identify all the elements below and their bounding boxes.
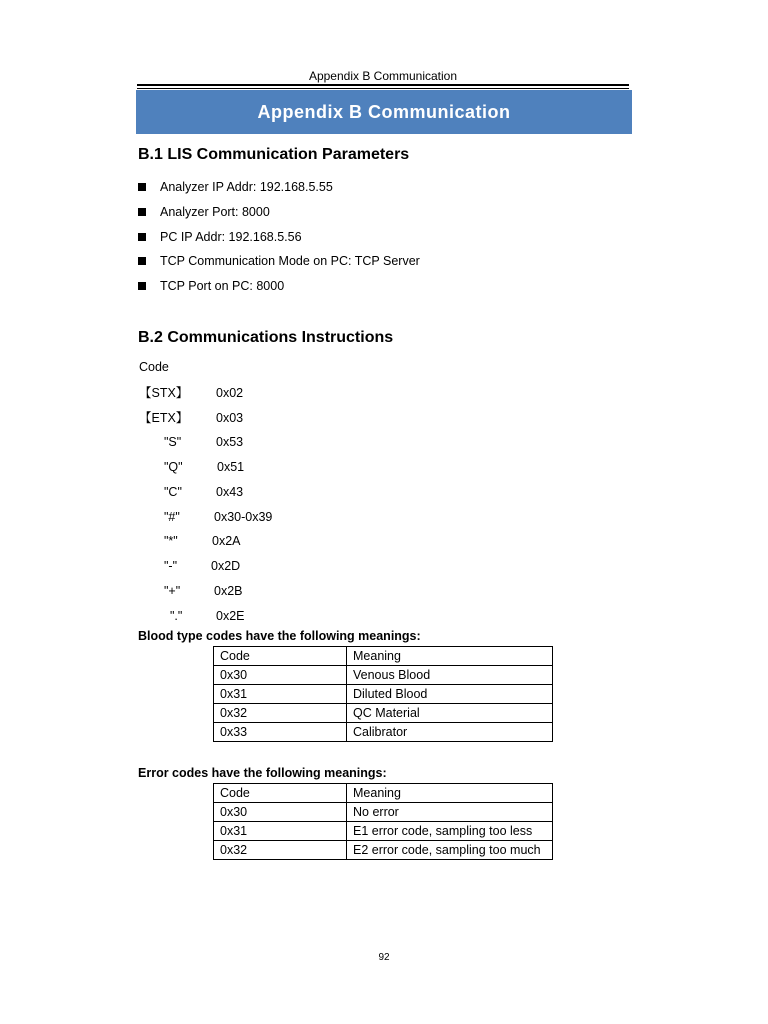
table-cell: E2 error code, sampling too much	[347, 841, 553, 860]
table-row	[214, 666, 553, 685]
table-header-cell: Code	[214, 784, 347, 803]
table-cell: 0x31	[214, 822, 347, 841]
section-b1-heading: B.1 LIS Communication Parameters	[138, 146, 410, 163]
list-item-text: PC IP Addr: 192.168.5.56	[160, 229, 302, 244]
parameter-list	[138, 175, 420, 298]
table-row	[214, 685, 553, 704]
list-item-text: Analyzer Port: 8000	[160, 205, 270, 220]
code-symbol: "-"	[164, 559, 178, 573]
table-cell: 0x30	[214, 666, 347, 685]
list-item-text: Analyzer IP Addr: 192.168.5.55	[160, 180, 333, 195]
code-symbol: 【STX】	[139, 386, 189, 400]
blood-type-table	[213, 646, 553, 742]
table-header-cell: Code	[214, 647, 347, 666]
header-rule	[137, 84, 629, 86]
list-item-text: TCP Port on PC: 8000	[160, 279, 285, 294]
code-symbol: "Q"	[164, 460, 183, 474]
code-value: 0x2D	[211, 559, 241, 573]
page-number: 92	[378, 952, 390, 963]
table-cell: 0x32	[214, 704, 347, 723]
code-value: 0x53	[216, 435, 244, 449]
table-cell: 0x32	[214, 841, 347, 860]
table-row	[214, 723, 553, 742]
square-bullet-icon	[138, 257, 146, 265]
code-symbol: "+"	[164, 584, 181, 598]
code-symbol: "."	[170, 609, 183, 623]
code-value: 0x43	[216, 485, 244, 499]
running-header: Appendix B Communication	[308, 69, 458, 83]
list-item	[138, 200, 420, 225]
table-cell: 0x30	[214, 803, 347, 822]
code-value: 0x51	[217, 460, 245, 474]
code-value: 0x02	[216, 386, 244, 400]
table-row	[214, 822, 553, 841]
appendix-title: Appendix B Communication	[257, 101, 511, 122]
table-row	[214, 704, 553, 723]
list-item	[138, 175, 420, 200]
list-item	[138, 274, 420, 299]
code-value: 0x2E	[216, 609, 245, 623]
list-item-text: TCP Communication Mode on PC: TCP Server	[160, 254, 420, 269]
code-label: Code	[139, 360, 169, 374]
table-cell: Diluted Blood	[347, 685, 553, 704]
code-symbol: "S"	[164, 435, 182, 449]
table-header-cell: Meaning	[347, 647, 553, 666]
table-cell: Venous Blood	[347, 666, 553, 685]
table-header-row	[214, 647, 553, 666]
error-codes-caption: Error codes have the following meanings:	[138, 766, 387, 780]
square-bullet-icon	[138, 233, 146, 241]
code-symbol: "#"	[164, 510, 180, 524]
square-bullet-icon	[138, 183, 146, 191]
list-item	[138, 249, 420, 274]
blood-type-caption: Blood type codes have the following meanings:	[138, 629, 421, 643]
code-symbol: "C"	[164, 485, 182, 499]
code-symbol: "*"	[164, 534, 178, 548]
table-row	[214, 803, 553, 822]
appendix-title-banner	[136, 90, 632, 134]
table-cell: Calibrator	[347, 723, 553, 742]
square-bullet-icon	[138, 282, 146, 290]
table-cell: No error	[347, 803, 553, 822]
code-value: 0x30-0x39	[214, 510, 273, 524]
table-row	[214, 841, 553, 860]
table-cell: E1 error code, sampling too less	[347, 822, 553, 841]
error-codes-table	[213, 783, 553, 860]
square-bullet-icon	[138, 208, 146, 216]
code-symbol: 【ETX】	[139, 411, 189, 425]
section-b2-heading: B.2 Communications Instructions	[138, 329, 394, 346]
table-cell: QC Material	[347, 704, 553, 723]
code-value: 0x2A	[212, 534, 241, 548]
code-value: 0x03	[216, 411, 244, 425]
code-value: 0x2B	[214, 584, 243, 598]
table-cell: 0x33	[214, 723, 347, 742]
header-rule-thin	[137, 88, 629, 89]
list-item	[138, 224, 420, 249]
table-header-row	[214, 784, 553, 803]
table-cell: 0x31	[214, 685, 347, 704]
table-header-cell: Meaning	[347, 784, 553, 803]
